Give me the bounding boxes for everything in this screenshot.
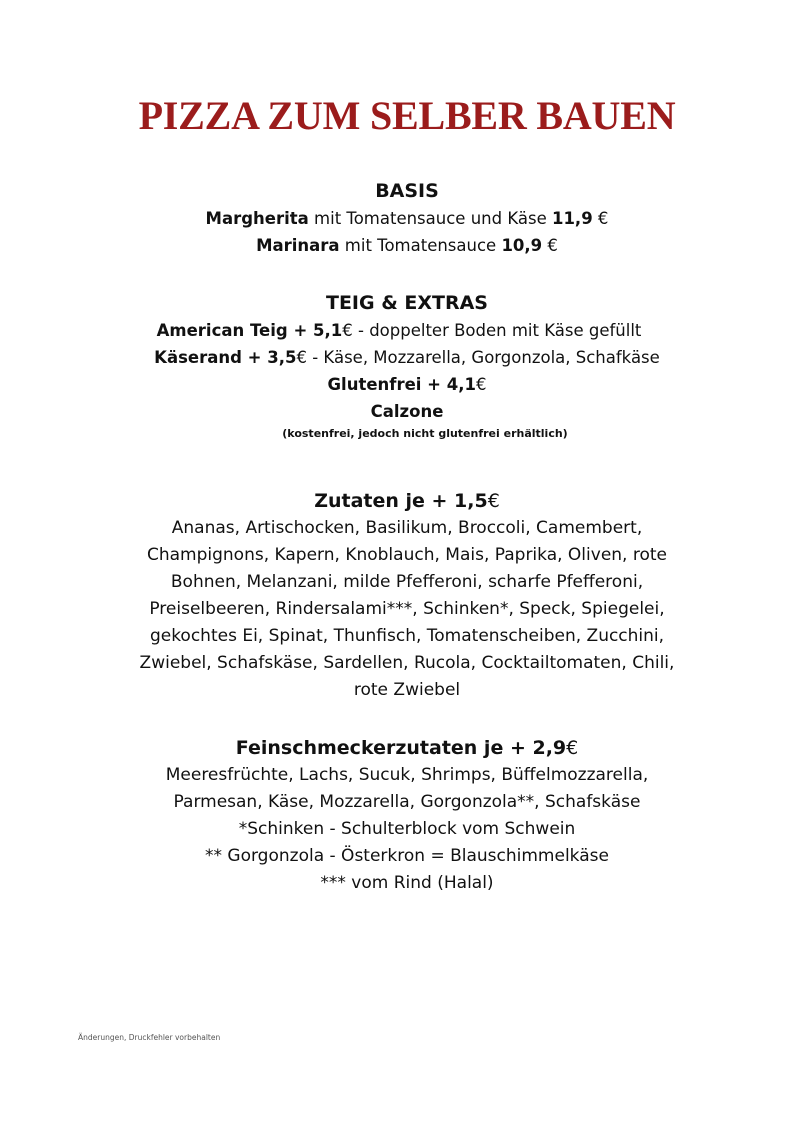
item-name: Käserand + 3,5 <box>154 348 297 367</box>
footnote-line: *** vom Rind (Halal) <box>320 873 494 893</box>
gourmet-line: Parmesan, Käse, Mozzarella, Gorgonzola**, Schafskäse <box>173 792 641 812</box>
menu-item-calzone: Calzone <box>370 402 444 421</box>
heading-currency: € <box>566 737 579 759</box>
ingredient-line: Preiselbeeren, Rindersalami***, Schinken*, Speck, Spiegelei, <box>149 599 665 619</box>
menu-item-american-teig <box>0 317 794 344</box>
section-zutaten <box>0 488 794 704</box>
item-desc: - doppelter Boden mit Käse gefüllt <box>352 321 642 340</box>
item-desc: mit Tomatensauce <box>339 236 502 255</box>
heading-text: Feinschmeckerzutaten je + 2,9 <box>235 737 567 759</box>
footer-disclaimer: Änderungen, Druckfehler vorbehalten <box>78 1033 221 1042</box>
section-basis <box>0 178 794 259</box>
item-price: 11,9 <box>551 209 593 228</box>
section-heading-teig: TEIG & EXTRAS <box>325 292 488 314</box>
footnote-line: ** Gorgonzola - Österkron = Blauschimmelkäse <box>205 846 609 866</box>
footnote-line: *Schinken - Schulterblock vom Schwein <box>238 819 576 839</box>
page-title: PIZZA ZUM SELBER BAUEN <box>138 93 676 138</box>
item-currency: € <box>296 348 307 367</box>
item-desc: - Käse, Mozzarella, Gorgonzola, Schafkäse <box>306 348 660 367</box>
section-heading-basis: BASIS <box>375 180 439 202</box>
section-teig-extras <box>0 290 794 443</box>
ingredient-line: Zwiebel, Schafskäse, Sardellen, Rucola, Cocktailtomaten, Chili, <box>139 653 675 673</box>
gourmet-line: Meeresfrüchte, Lachs, Sucuk, Shrimps, Büffelmozzarella, <box>165 765 649 785</box>
section-feinschmecker <box>0 735 794 897</box>
item-name: American Teig + 5,1 <box>156 321 343 340</box>
section-heading-zutaten <box>0 488 794 515</box>
item-name: Glutenfrei + 4,1 <box>327 375 476 394</box>
menu-item-marinara <box>0 232 794 259</box>
ingredient-line: Champignons, Kapern, Knoblauch, Mais, Paprika, Oliven, rote <box>146 545 667 565</box>
ingredient-list <box>0 515 794 704</box>
item-currency: € <box>592 209 609 228</box>
menu-item-kaeserand <box>0 344 794 371</box>
menu-item-margherita <box>0 205 794 232</box>
ingredient-line: Ananas, Artischocken, Basilikum, Broccoli, Camembert, <box>171 518 643 538</box>
item-name: Margherita <box>205 209 309 228</box>
item-name: Marinara <box>256 236 340 255</box>
item-desc: mit Tomatensauce und Käse <box>308 209 552 228</box>
heading-currency: € <box>487 490 500 512</box>
menu-item-glutenfrei <box>0 371 794 398</box>
item-currency: € <box>475 375 487 394</box>
item-currency: € <box>342 321 353 340</box>
ingredient-line: Bohnen, Melanzani, milde Pfefferoni, scharfe Pfefferoni, <box>170 572 644 592</box>
item-price: 10,9 <box>501 236 543 255</box>
item-currency: € <box>542 236 558 255</box>
heading-text: Zutaten je + 1,5 <box>314 490 488 512</box>
ingredient-line: gekochtes Ei, Spinat, Thunfisch, Tomatenscheiben, Zucchini, <box>149 626 665 646</box>
ingredient-line: rote Zwiebel <box>353 680 461 700</box>
section-heading-fein <box>0 735 794 762</box>
calzone-note: (kostenfrei, jedoch nicht glutenfrei erhältlich) <box>282 427 568 440</box>
gourmet-list <box>0 762 794 897</box>
